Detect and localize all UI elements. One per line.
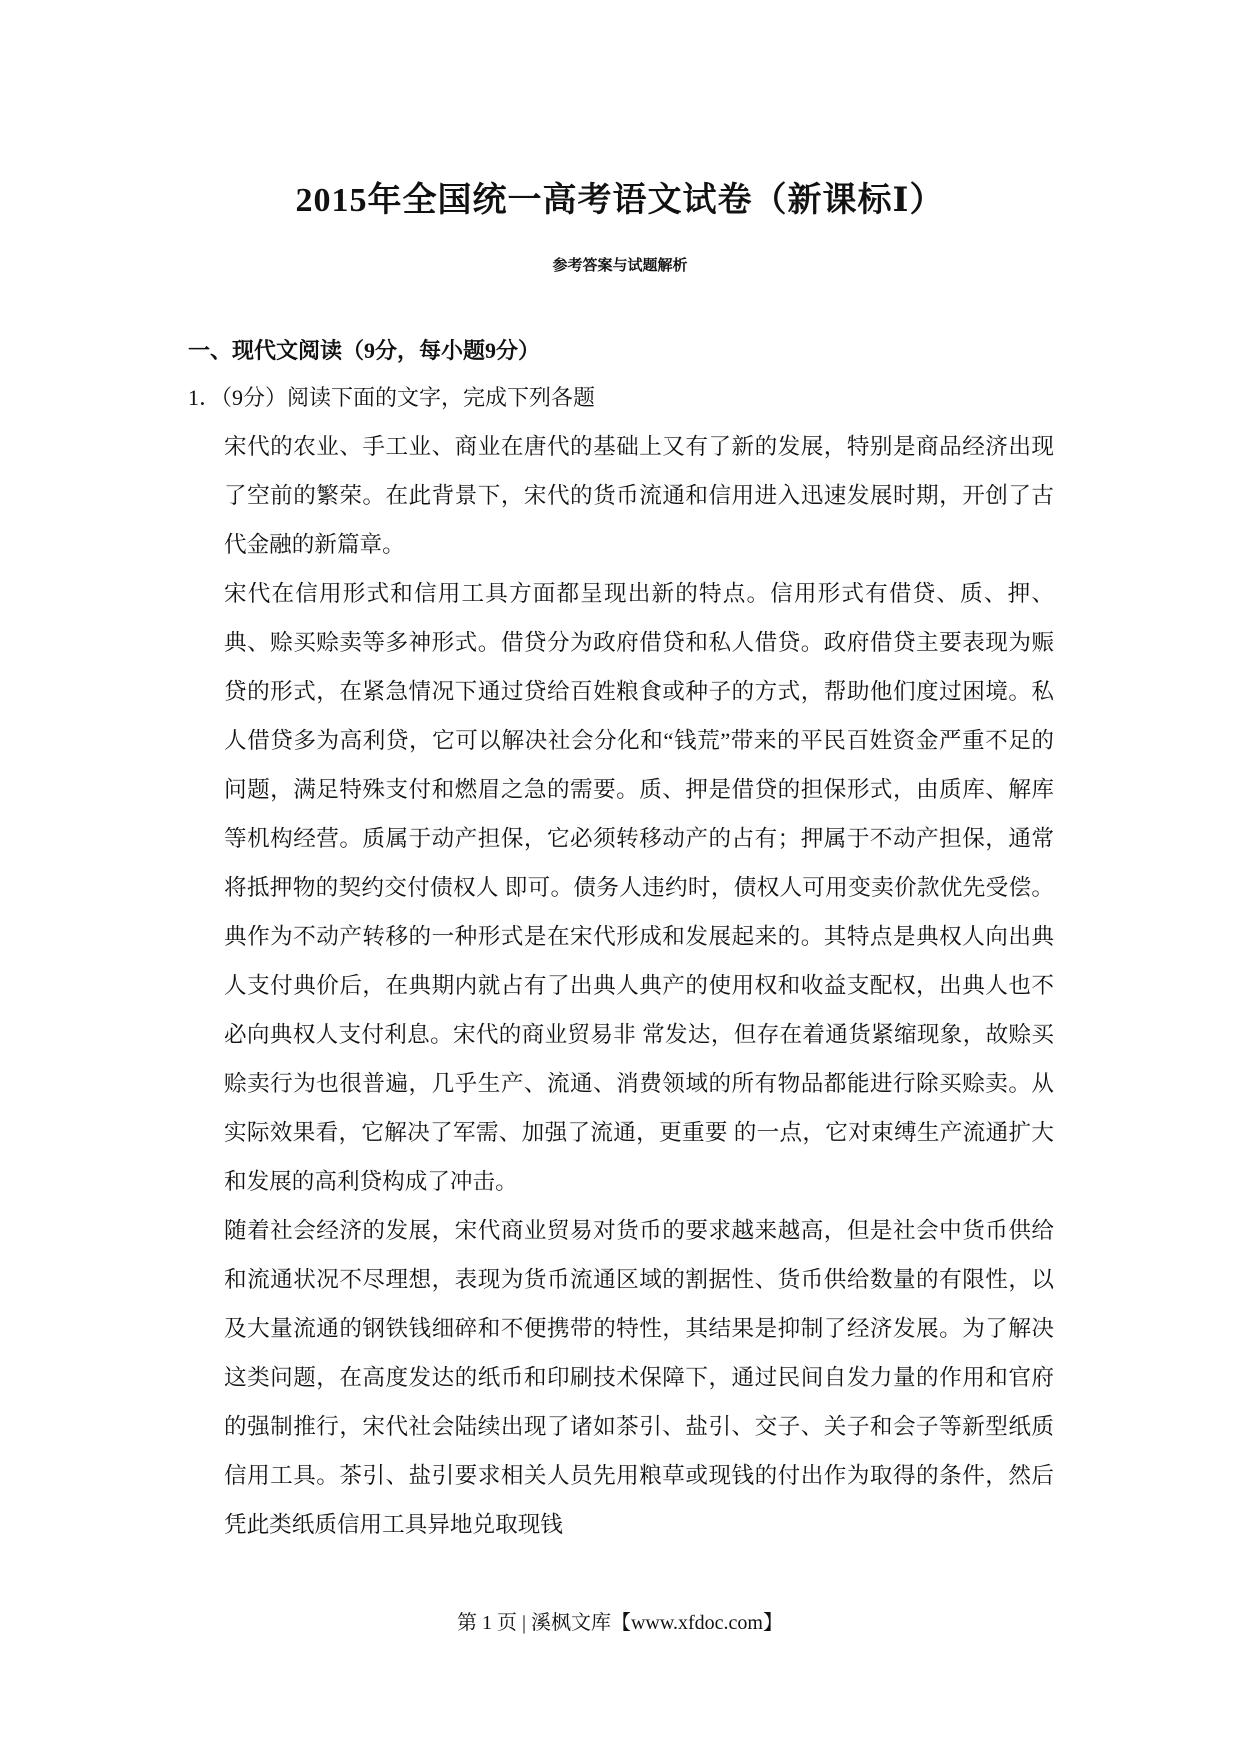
- passage-paragraph-2: 宋代在信用形式和信用工具方面都呈现出新的特点。信用形式有借贷、质、押、典、赊买赊卖等多神形式。借贷分为政府借贷和私人借贷。政府借贷主要表现为赈贷的形式，在紧急情况下通过贷给百姓粮食或种子的方式，帮助他们度过困境。私人借贷多为高利贷，它可以解决社会分化和“钱荒”带来的平民百姓资金严重不足的问题，满足特殊支付和燃眉之急的需要。质、押是借贷的担保形式，由质库、解库等机构经营。质属于动产担保，它必须转移动产的占有；押属于不动产担保，通常将抵押物的契约交付债权人 即可。债务人违约时，债权人可用变卖价款优先受偿。典作为不动产转移的一种形式是在宋代形成和发展起来的。其特点是典权人向出典人支付典价后，在典期内就占有了出典人典产的使用权和收益支配权，出典人也不必向典权人支付利息。宋代的商业贸易非 常发达，但存在着通货紧缩现象，故赊买赊卖行为也很普遍，几乎生产、流通、消费领域的所有物品都能进行除买赊卖。从实际效果看，它解决了军需、加强了流通，更重要 的一点，它对束缚生产流通扩大和发展的高利贷构成了冲击。: [224, 581, 1054, 1194]
- document-subtitle: 参考答案与试题解析: [552, 258, 688, 274]
- question-prompt: 1．（9分）阅读下面的文字，完成下列各题: [188, 385, 596, 410]
- passage-paragraph-1: 宋代的农业、手工业、商业在唐代的基础上又有了新的发展，特别是商品经济出现了空前的繁荣。在此背景下，宋代的货币流通和信用进入迅速发展时期，开创了古代金融的新篇章。: [224, 434, 1054, 557]
- reading-passage: [216, 422, 1054, 1549]
- document-title: 2015年全国统一高考语文试卷（新课标Ⅰ）: [295, 182, 945, 219]
- passage-paragraph-3: 随着社会经济的发展，宋代商业贸易对货币的要求越来越高，但是社会中货币供给和流通状况不尽理想，表现为货币流通区域的割据性、货币供给数量的有限性，以及大量流通的钢铁钱细碎和不便携带的特性，其结果是抑制了经济发展。为了解决这类问题，在高度发达的纸币和印刷技术保障下，通过民间自发力量的作用和官府的强制推行，宋代社会陆续出现了诸如茶引、盐引、交子、关子和会子等新型纸质信用工具。茶引、盐引要求相关人员先用粮草或现钱的付出作为取得的条件，然后凭此类纸质信用工具异地兑取现钱: [224, 1218, 1054, 1537]
- page-footer: 第 1 页 | 溪枫文库【www.xfdoc.com】: [456, 1612, 783, 1634]
- section-heading: 一、现代文阅读（9分，每小题9分）: [188, 338, 541, 363]
